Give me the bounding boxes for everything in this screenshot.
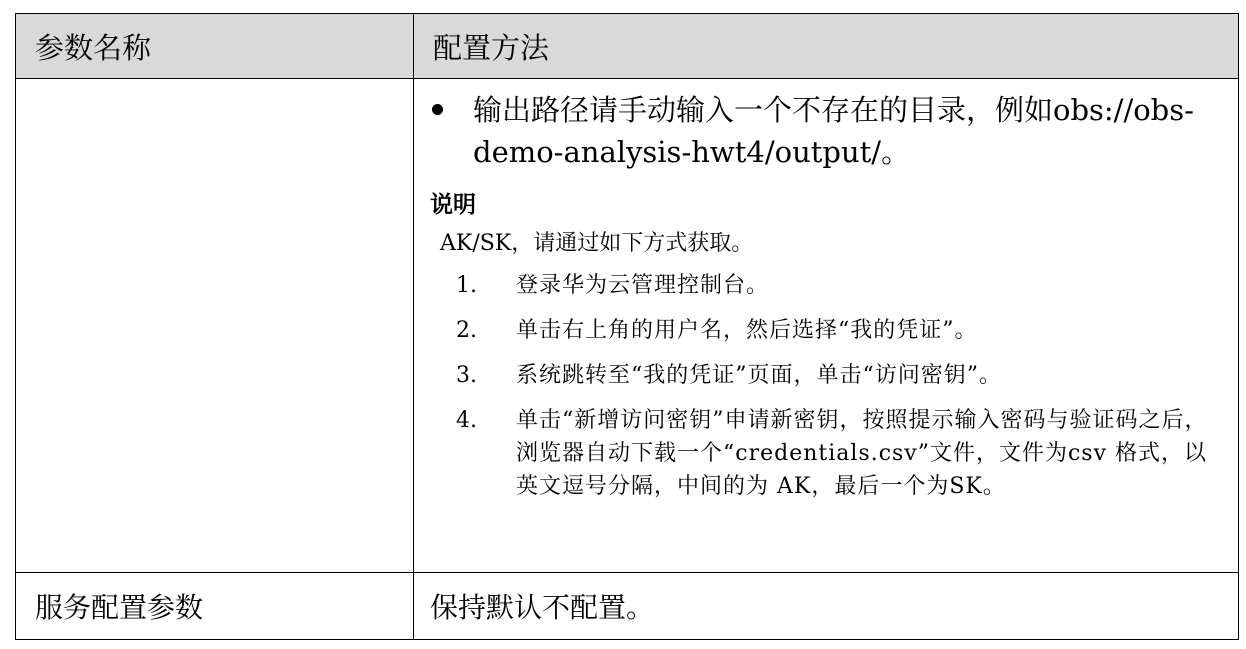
param-name-cell	[16, 79, 414, 573]
note-title: 说明	[430, 192, 476, 218]
config-method-cell: 保持默认不配置。	[414, 573, 1239, 640]
parameter-table	[15, 13, 1239, 640]
steps-list	[430, 269, 1220, 503]
output-path-instruction: 输出路径请手动输入一个不存在的目录，例如obs://obs-demo-analysis-hwt4/output/。	[473, 93, 1194, 169]
table-row	[16, 573, 1239, 640]
step-text: 单击“新增访问密钥”申请新密钥，按照提示输入密码与验证码之后，浏览器自动下载一个“credentials.csv”文件，文件为csv 格式，以英文逗号分隔，中间的为 AK，最后一个为SK。	[516, 408, 1208, 499]
header-config-method: 配置方法	[414, 14, 1239, 79]
header-param-name: 参数名称	[16, 14, 414, 79]
step-item	[430, 359, 1220, 392]
step-number: 4.	[456, 408, 477, 433]
step-text: 单击右上角的用户名，然后选择“我的凭证”。	[516, 318, 978, 343]
table-header-row	[16, 14, 1239, 79]
step-number: 2.	[456, 318, 477, 343]
step-text: 系统跳转至“我的凭证”页面，单击“访问密钥”。	[516, 363, 1002, 388]
config-method-cell	[414, 79, 1239, 573]
note-intro: AK/SK，请通过如下方式获取。	[440, 231, 754, 256]
param-name-cell: 服务配置参数	[16, 573, 414, 640]
step-text: 登录华为云管理控制台。	[516, 273, 770, 298]
bullet-icon	[432, 104, 443, 115]
bullet-list-item	[430, 89, 1220, 173]
step-item	[430, 314, 1220, 347]
step-number: 3.	[456, 363, 477, 388]
table-row	[16, 79, 1239, 573]
step-item	[430, 404, 1220, 503]
step-item	[430, 269, 1220, 302]
step-number: 1.	[456, 273, 477, 298]
